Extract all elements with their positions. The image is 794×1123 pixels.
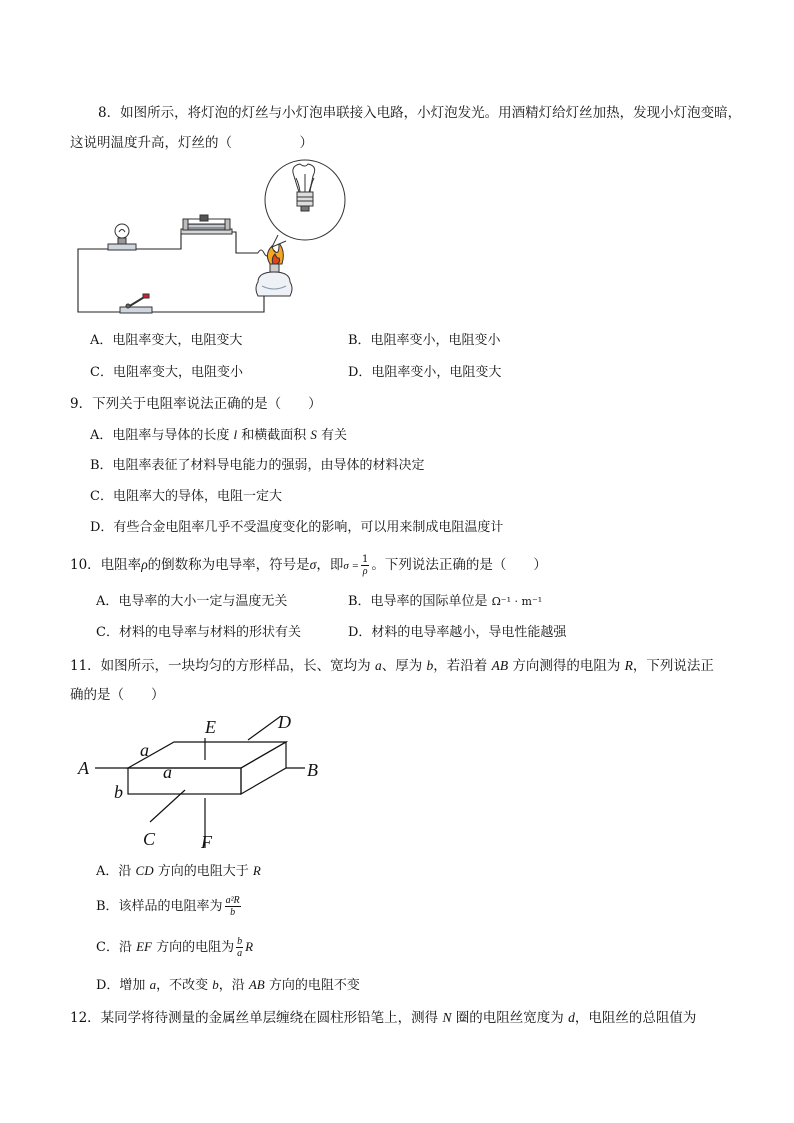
q9-a-var-l: l — [233, 427, 238, 442]
q11-d-b: b — [212, 977, 219, 992]
q11-b-text: B．该样品的电阻率为 — [96, 899, 223, 914]
q9-a-var-s: S — [310, 427, 317, 442]
label-C: C — [143, 829, 156, 849]
q11-c-den: a — [237, 948, 243, 959]
q10-text-2: 的倒数称为电导率，符号是 — [147, 557, 310, 573]
q11-text-3: ，若沿着 — [433, 658, 492, 674]
q11-option-c[interactable] — [96, 933, 253, 962]
q11-text-4: 方向测得的电阻为 — [508, 658, 625, 674]
q8-stem-line1: 8．如图所示，将灯泡的灯丝与小灯泡串联接入电路，小灯泡发光。用酒精灯给灯丝加热，发现小灯泡变暗， — [98, 105, 742, 121]
q11-c-ef: EF — [136, 939, 152, 954]
q11-a-r: R — [252, 863, 261, 878]
q11-d-text-3: ，沿 — [218, 978, 249, 993]
q11-b-num: a²R — [225, 895, 240, 906]
q11-b-fraction — [225, 895, 241, 918]
q11-b-den: b — [230, 907, 236, 918]
q10-option-c[interactable]: C．材料的电导率与材料的形状有关 — [96, 625, 301, 640]
q11-c-text-2: 方向的电阻为 — [151, 940, 235, 955]
q10-frac-den: ρ — [362, 566, 368, 577]
q11-c-fraction — [236, 936, 243, 959]
q11-a-cd: CD — [135, 863, 154, 878]
q11-c-num: b — [237, 936, 243, 947]
q9-stem: 9．下列关于电阻率说法正确的是（ ） — [70, 396, 322, 412]
q12-var-n: N — [442, 1010, 452, 1025]
q10-rho: ρ — [141, 557, 148, 572]
q11-a-text-1: A．沿 — [96, 864, 136, 879]
q12-text-3: ，电阻丝的总阻值为 — [574, 1010, 697, 1026]
label-B: B — [307, 760, 318, 780]
q10-b-text: B．电导率的国际单位是 — [348, 594, 492, 609]
q8-option-c[interactable]: C．电阻率变大，电阻变小 — [90, 365, 243, 380]
q8-option-d[interactable]: D．电阻率变小，电阻变大 — [348, 365, 502, 380]
q11-d-text-2: ，不改变 — [156, 978, 213, 993]
q11-d-a: a — [149, 977, 157, 992]
q12-stem — [70, 1009, 696, 1027]
q11-var-ab: AB — [491, 658, 509, 673]
q10-option-a[interactable]: A．电导率的大小一定与温度无关 — [96, 594, 288, 609]
q11-c-r: R — [245, 939, 254, 954]
q11-c-text-1: C．沿 — [96, 940, 137, 955]
q11-var-r: R — [624, 658, 633, 673]
q10-b-unit: Ω⁻¹ · m⁻¹ — [491, 595, 543, 608]
q11-stem-line2: 确的是（ ） — [70, 687, 165, 703]
q11-d-text-1: D．增加 — [96, 978, 150, 993]
q9-a-text-2: 和横截面积 — [237, 428, 311, 443]
q9-a-text-1: A．电阻率与导体的长度 — [90, 428, 234, 443]
q10-text-4: 。下列说法正确的是（ ） — [371, 557, 547, 573]
label-F: F — [201, 832, 212, 852]
q9-a-text-3: 有关 — [316, 428, 348, 443]
q11-a-text-2: 方向的电阻大于 — [153, 864, 253, 879]
q11-text-5: ，下列说法正 — [632, 658, 714, 674]
q11-d-ab: AB — [248, 977, 265, 992]
q9-option-c[interactable]: C．电阻率大的导体，电阻一定大 — [90, 489, 282, 504]
q9-option-d[interactable]: D．有些合金电阻率几乎不受温度变化的影响，可以用来制成电阻温度计 — [90, 520, 504, 535]
q9-option-b[interactable]: B．电阻率表征了材料导电能力的强弱，由导体的材料决定 — [90, 458, 425, 473]
q12-text-1: 12．某同学将待测量的金属丝单层缠绕在圆柱形铅笔上，测得 — [70, 1010, 443, 1026]
label-A: A — [78, 758, 89, 778]
q11-text-2: 、厚为 — [381, 658, 427, 674]
q10-sigma: σ — [309, 557, 317, 572]
q11-option-a[interactable] — [96, 862, 261, 881]
label-D: D — [278, 712, 291, 732]
q10-text-1: 10．电阻率 — [70, 557, 142, 573]
q11-var-a: a — [374, 658, 382, 673]
q10-eq-lhs: σ = — [343, 560, 359, 572]
q8-option-b[interactable]: B．电阻率变小，电阻变小 — [348, 333, 501, 348]
label-a-top: a — [163, 762, 172, 782]
q11-option-b[interactable] — [96, 893, 243, 921]
q11-option-d[interactable] — [96, 976, 360, 995]
q10-option-d[interactable]: D．材料的电导率越小，导电性能越强 — [348, 625, 567, 640]
q12-var-d: d — [568, 1010, 575, 1025]
q11-var-b: b — [426, 658, 434, 673]
label-a-side: a — [140, 740, 149, 760]
label-b-thickness: b — [114, 782, 123, 802]
q11-text-1: 11．如图所示，一块均匀的方形样品，长、宽均为 — [70, 658, 375, 674]
q12-text-2: 圈的电阻丝宽度为 — [451, 1010, 569, 1026]
label-E: E — [205, 717, 216, 737]
q10-text-3: ，即 — [316, 557, 344, 573]
q11-d-text-4: 方向的电阻不变 — [264, 978, 360, 993]
q8-option-a[interactable]: A．电阻率变大，电阻变大 — [90, 333, 243, 348]
q8-stem-line2: 这说明温度升高，灯丝的（ ） — [70, 135, 313, 151]
q10-frac-num: 1 — [361, 554, 369, 565]
